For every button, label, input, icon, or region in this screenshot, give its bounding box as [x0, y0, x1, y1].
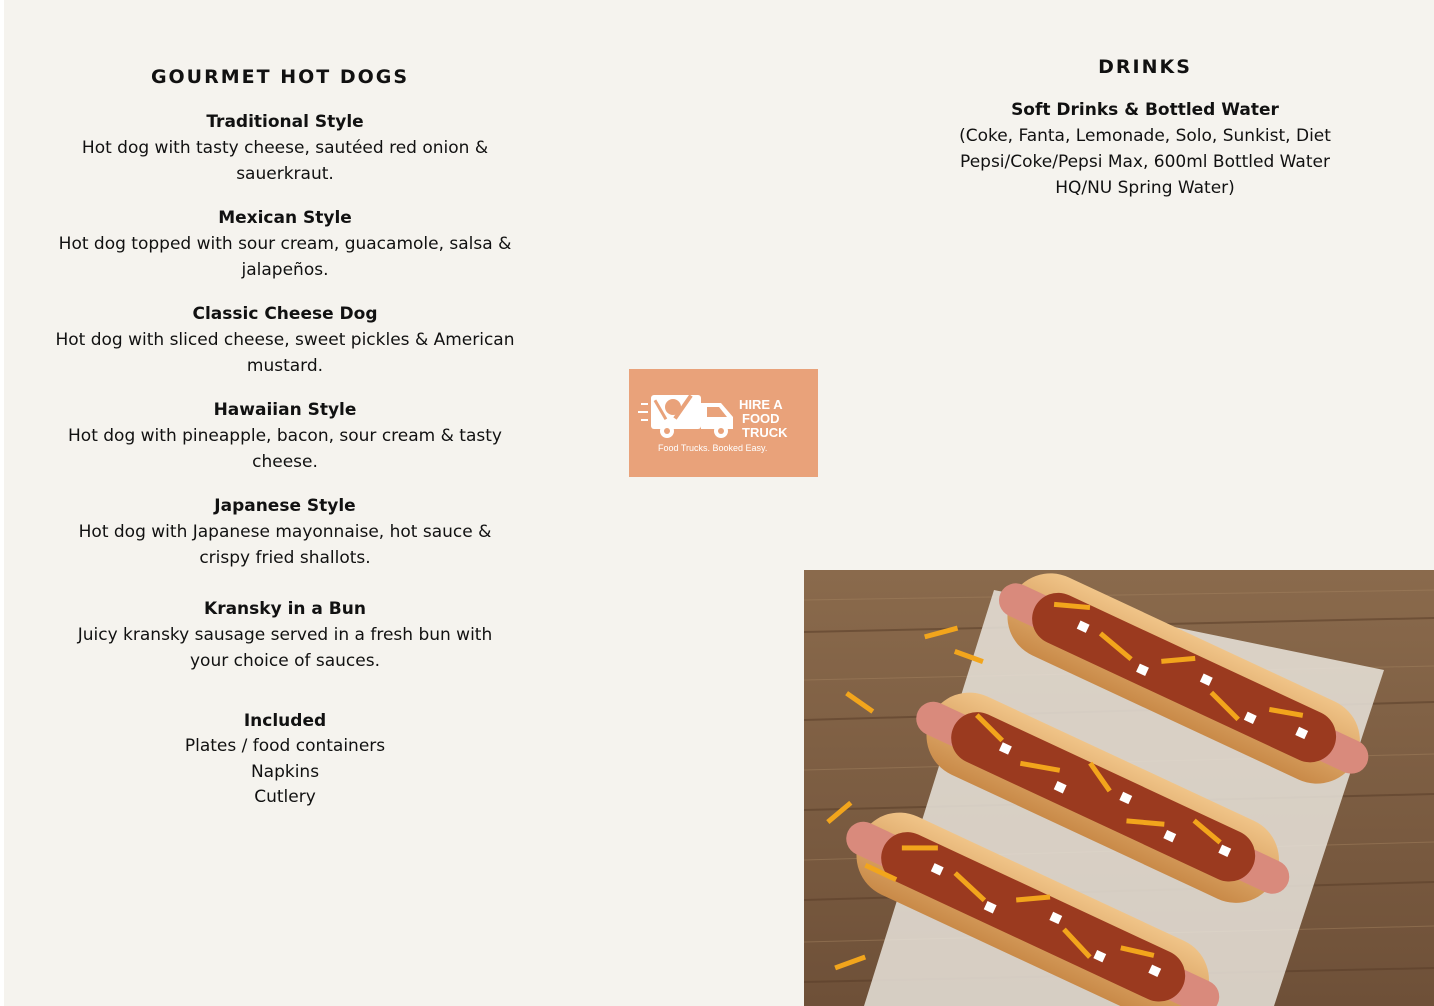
drinks-desc-line: (Coke, Fanta, Lemonade, Solo, Sunkist, Diet: [959, 126, 1331, 146]
included-line: Napkins: [250, 761, 320, 782]
hotdog-menu: [40, 66, 530, 830]
menu-item-classic-cheese: [40, 302, 530, 379]
menu-item-desc-line: mustard.: [246, 356, 324, 376]
hot-dogs-photo: [804, 570, 1434, 1006]
menu-item-name: Mexican Style: [218, 208, 352, 228]
included-title: Included: [243, 711, 327, 731]
page-edge: [0, 0, 4, 1006]
hotdog-section-title: GOURMET HOT DOGS: [150, 66, 410, 88]
menu-item-desc-line: Hot dog with tasty cheese, sautéed red onion &: [81, 138, 489, 158]
drinks-menu: [930, 56, 1360, 201]
included-section: [40, 709, 530, 811]
menu-item-desc-line: Hot dog with sliced cheese, sweet pickles & American: [55, 330, 515, 350]
food-truck-icon: [629, 369, 818, 477]
drinks-desc-line: Pepsi/Coke/Pepsi Max, 600ml Bottled Water: [960, 152, 1330, 172]
hot-dogs-photo-graphic: [804, 570, 1434, 1006]
menu-item-name: Hawaiian Style: [213, 400, 357, 420]
menu-item-desc-line: Hot dog topped with sour cream, guacamole, salsa &: [58, 234, 512, 254]
logo-tagline: Food Trucks. Booked Easy.: [658, 443, 768, 453]
menu-item-desc-line: Hot dog with Japanese mayonnaise, hot sauce &: [78, 522, 492, 542]
menu-item-traditional: [40, 110, 530, 187]
menu-item-desc-line: crispy fried shallots.: [199, 548, 371, 568]
menu-item-desc-line: Hot dog with pineapple, bacon, sour cream & tasty: [68, 426, 502, 446]
included-line: Plates / food containers: [184, 736, 386, 756]
menu-item-hawaiian: [40, 398, 530, 475]
menu-item-desc-line: Juicy kransky sausage served in a fresh bun with: [77, 625, 493, 645]
menu-item-desc-line: cheese.: [252, 452, 318, 472]
menu-item-japanese: [40, 494, 530, 571]
menu-item-name: Japanese Style: [214, 496, 356, 516]
menu-item-desc-line: jalapeños.: [241, 260, 329, 280]
menu-item-desc-line: your choice of sauces.: [190, 651, 380, 671]
logo-line3: TRUCK: [742, 425, 788, 440]
drinks-desc-line: HQ/NU Spring Water): [1055, 178, 1235, 198]
menu-item-name: Kransky in a Bun: [204, 599, 366, 619]
included-line: Cutlery: [254, 787, 316, 807]
hire-a-food-truck-logo: [629, 369, 818, 477]
menu-item-name: Traditional Style: [206, 112, 364, 132]
menu-item-desc-line: sauerkraut.: [236, 164, 334, 184]
logo-line2: FOOD: [742, 411, 780, 426]
menu-item-name: Classic Cheese Dog: [192, 304, 378, 324]
logo-line1: HIRE A: [739, 397, 783, 412]
drinks-section-title: DRINKS: [1098, 56, 1192, 78]
menu-item-kransky: [40, 597, 530, 674]
drinks-item-name: Soft Drinks & Bottled Water: [1011, 100, 1279, 120]
menu-item-mexican: [40, 206, 530, 283]
